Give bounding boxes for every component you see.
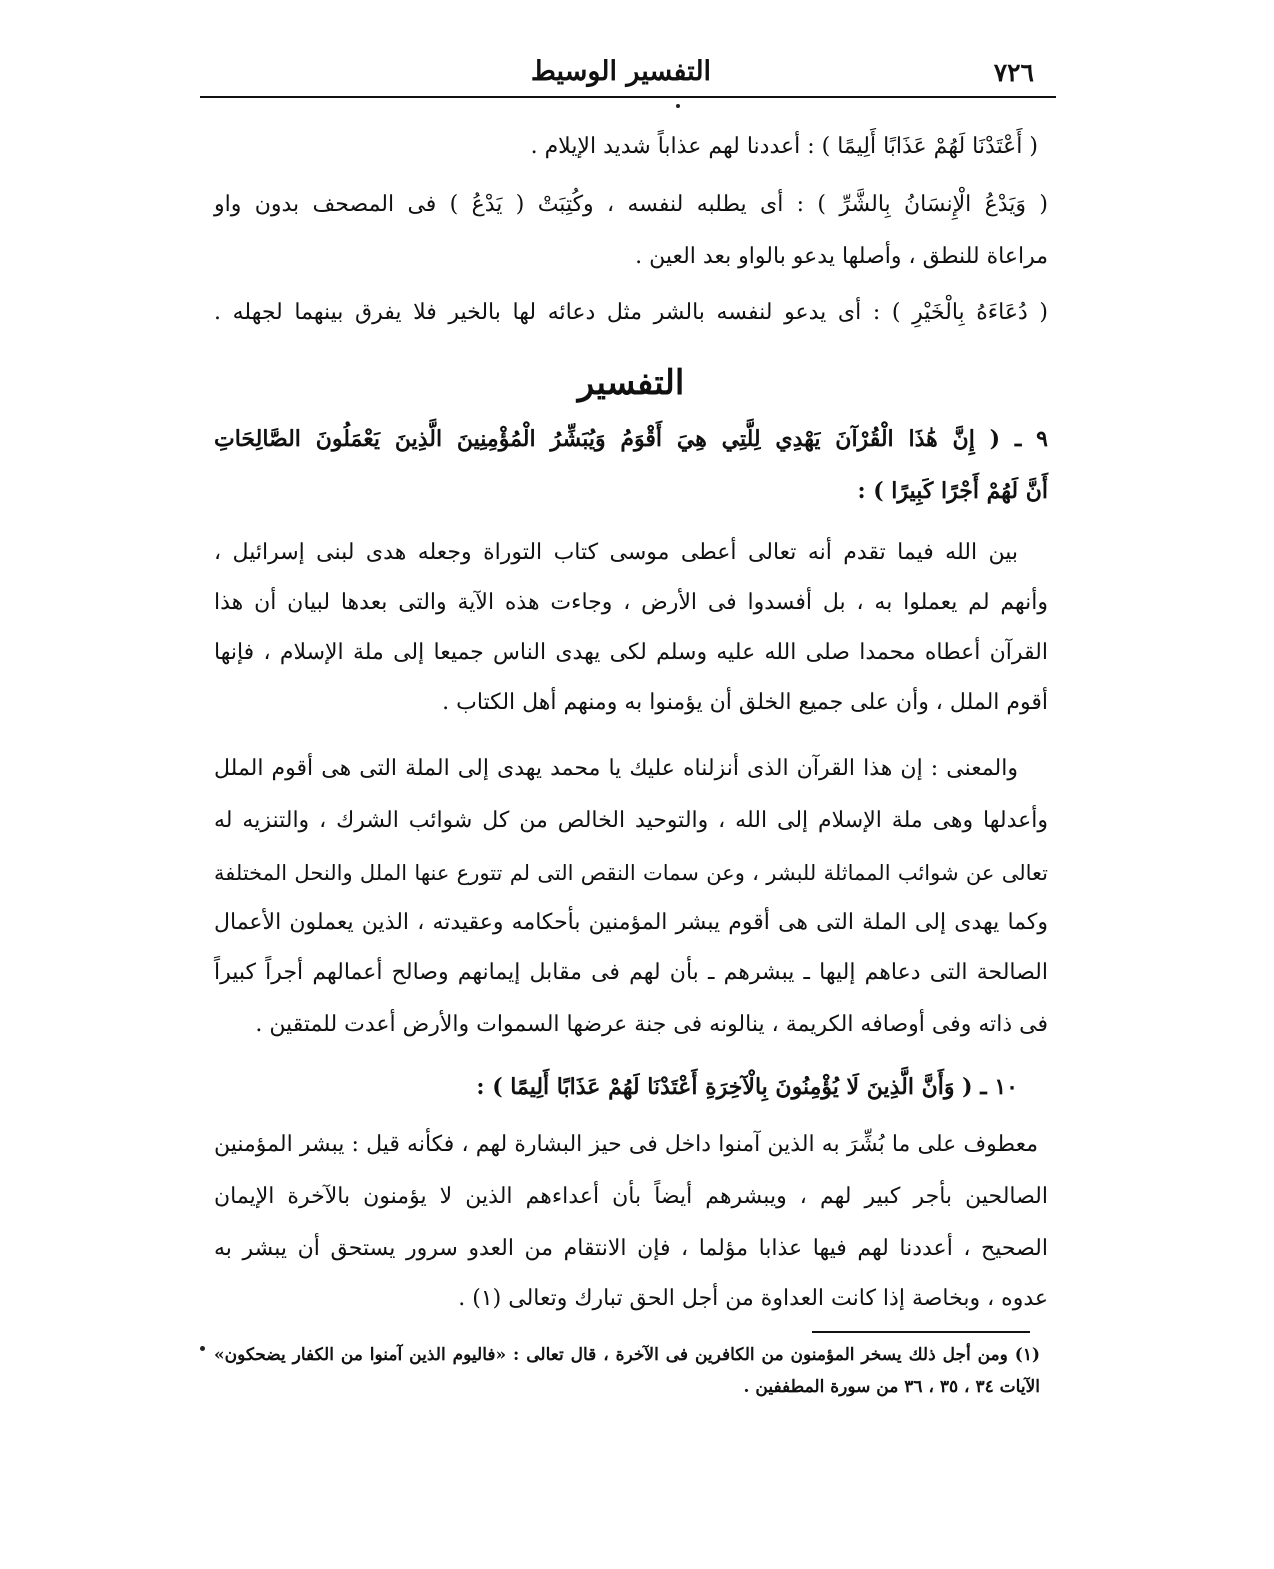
header-rule [200, 96, 1056, 98]
glossary-line-4: ( دُعَاءَهُ بِالْخَيْرِ ) : أى يدعو لنفسه بالشر مثل دعائه لها بالخير فلا يفرق بينهما لجهله . [214, 300, 1048, 325]
paragraph-3-line-1: معطوف على ما بُشِّرَ به الذين آمنوا داخل فى حيز البشارة لهم ، فكأنه قيل : يبشر المؤمنين [214, 1132, 1038, 1157]
page-header [200, 54, 1042, 94]
paragraph-3-line-4: عدوه ، وبخاصة إذا كانت العداوة من أجل الحق تبارك وتعالى (١) . [458, 1286, 1048, 1311]
section-heading: التفسير [577, 363, 685, 403]
paragraph-2-line-3: تعالى عن شوائب المماثلة للبشر ، وعن سمات النقص التى لم تتورع عنها الملل والنحل المختلفة [214, 861, 1048, 885]
paragraph-1-line-2: وأنهم لم يعملوا به ، بل أفسدوا فى الأرض ، وجاءت هذه الآية والتى بعدها لبيان أن هذا [214, 590, 1048, 615]
footnote-line-1: (١) ومن أجل ذلك يسخر المؤمنون من الكافرين فى الآخرة ، قال تعالى : «فاليوم الذين آمنوا من الكفار يضحكون» [214, 1345, 1040, 1365]
scan-speck [200, 1346, 205, 1351]
running-title: التفسير الوسيط [530, 56, 712, 87]
paragraph-2-line-1: والمعنى : إن هذا القرآن الذى أنزلناه عليك يا محمد يهدى إلى الملة التى هى أقوم الملل [214, 756, 1018, 781]
verse-9-line-1: ٩ ـ ( إِنَّ هَٰذَا الْقُرْآنَ يَهْدِي لِلَّتِي هِيَ أَقْوَمُ وَيُبَشِّرُ الْمُؤْمِنِينَ الَّذِينَ يَعْمَلُونَ الصَّالِحَاتِ [214, 426, 1048, 452]
paragraph-2-line-6: فى ذاته وفى أوصافه الكريمة ، ينالونه فى جنة عرضها السموات والأرض أعدت للمتقين . [255, 1012, 1048, 1037]
glossary-line-2: ( وَيَدْعُ الْإِنسَانُ بِالشَّرِّ ) : أى يطلبه لنفسه ، وكُتِبَتْ ( يَدْعُ ) فى المصحف بدون واو [214, 192, 1048, 217]
scan-speck [676, 104, 680, 108]
paragraph-2-line-5: الصالحة التى دعاهم إليها ـ يبشرهم ـ بأن لهم فى مقابل إيمانهم وصالح أعمالهم أجراً كبيراً [214, 960, 1048, 985]
footnote-rule [812, 1331, 1030, 1333]
paragraph-3-line-2: الصالحين بأجر كبير لهم ، ويبشرهم أيضاً بأن أعداءهم الذين لا يؤمنون بالآخرة الإيمان [214, 1184, 1048, 1209]
paragraph-2-line-2: وأعدلها وهى ملة الإسلام إلى الله ، والتوحيد الخالص من كل شوائب الشرك ، والتنزيه له [214, 808, 1048, 833]
glossary-line-3: مراعاة للنطق ، وأصلها يدعو بالواو بعد العين . [635, 244, 1048, 269]
paragraph-3-line-3: الصحيح ، أعددنا لهم فيها عذابا مؤلما ، فإن الانتقام من العدو سرور يستحق أن يبشر به [214, 1236, 1048, 1261]
paragraph-1-line-4: أقوم الملل ، وأن على جميع الخلق أن يؤمنوا به ومنهم أهل الكتاب . [442, 690, 1048, 715]
paragraph-1-line-3: القرآن أعطاه محمدا صلى الله عليه وسلم لكى يهدى الناس جميعا إلى ملة الإسلام ، فإنها [214, 640, 1048, 665]
verse-10: ١٠ ـ ( وَأَنَّ الَّذِينَ لَا يُؤْمِنُونَ بِالْآخِرَةِ أَعْتَدْنَا لَهُمْ عَذَابًا أَلِيمًا ) : [476, 1074, 1018, 1100]
paragraph-1-line-1: بين الله فيما تقدم أنه تعالى أعطى موسى كتاب التوراة وجعله هدى لبنى إسرائيل ، [214, 540, 1018, 565]
verse-9-line-2: أَنَّ لَهُمْ أَجْرًا كَبِيرًا ) : [857, 478, 1048, 504]
paragraph-2-line-4: وكما يهدى إلى الملة التى هى أقوم يبشر المؤمنين بأحكامه وعقيدته ، الذين يعملون الأعمال [214, 910, 1048, 935]
glossary-line-1: ( أَعْتَدْنَا لَهُمْ عَذَابًا أَلِيمًا ) : أعددنا لهم عذاباً شديد الإيلام . [530, 134, 1038, 159]
footnote-line-2: الآيات ٣٤ ، ٣٥ ، ٣٦ من سورة المطففين . [743, 1377, 1040, 1397]
page-number: ٧٢٦ [993, 58, 1034, 87]
